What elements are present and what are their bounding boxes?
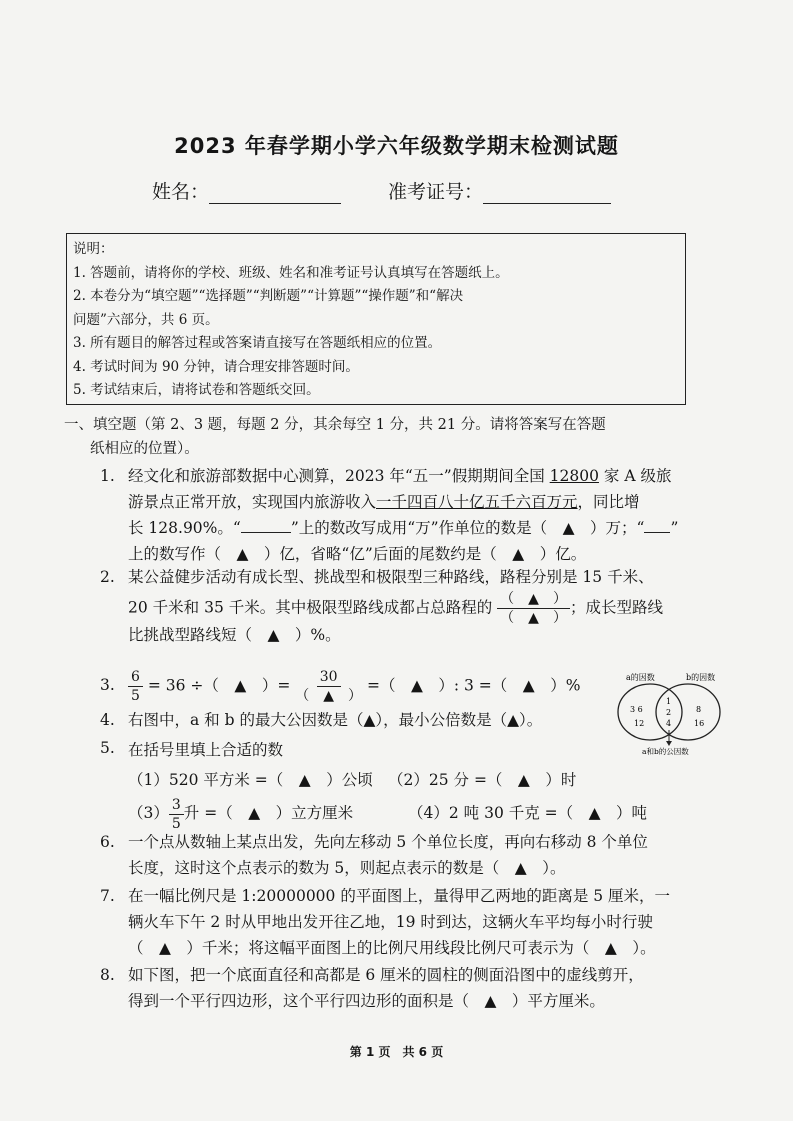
q3-text: = 36 ÷（ ▲ ）= — [142, 676, 296, 695]
venn-label-a: a的因数 — [626, 673, 655, 682]
q1-underlined-number: 12800 — [549, 467, 599, 485]
instruction-item: 2. 本卷分为“填空题”“选择题”“判断题”“计算题”“操作题”和“解决 — [73, 288, 464, 304]
fraction-numerator: 3 — [169, 796, 184, 815]
fraction-denominator: 5 — [131, 688, 140, 704]
question-5 — [100, 735, 700, 833]
question-number: 6. — [100, 833, 115, 851]
q1-text: 家 A 级旅 — [598, 467, 672, 485]
instruction-item: 1. 答题前，请将你的学校、班级、姓名和准考证号认真填写在答题纸上。 — [73, 264, 509, 281]
exam-id-blank[interactable] — [483, 185, 611, 204]
q1-text: 长 128.90%。“ — [128, 519, 241, 537]
question-number: 5. — [100, 739, 115, 757]
q2-text: ；成长型路线 — [569, 598, 663, 617]
fraction — [295, 668, 362, 705]
instructions-heading: 说明： — [73, 241, 114, 257]
section-heading-line: 纸相应的位置）。 — [90, 441, 199, 457]
venn-number: 4 — [666, 719, 672, 728]
q1-text: 经文化和旅游部数据中心测算，2023 年“五一”假期期间全国 — [128, 467, 550, 485]
q6-text: 一个点从数轴上某点出发，先向左移动 5 个单位长度，再向右移动 8 个单位 — [128, 833, 648, 851]
q7-text: 在一幅比例尺是 1:20000000 的平面图上，量得甲乙两地的距离是 5 厘米，一 — [128, 887, 671, 905]
page-footer: 第 1 页 共 6 页 — [349, 1045, 444, 1059]
exam-id-label: 准考证号： — [388, 181, 484, 203]
q1-text: 游景点正常开放，实现国内旅游收入 — [128, 493, 377, 511]
q5-part-3: （3） — [128, 804, 169, 822]
underline-mark — [241, 520, 291, 533]
fraction-numerator: 30 — [317, 668, 341, 687]
venn-number: 2 — [666, 708, 672, 717]
question-2 — [100, 564, 700, 648]
q5-part-3: 升 =（ ▲ ）立方厘米 — [183, 804, 354, 822]
venn-number: 3 6 — [630, 705, 643, 714]
fraction-numerator: （ ▲ ） — [497, 590, 570, 609]
section-heading — [64, 413, 704, 461]
q5-text: 在括号里填上合适的数 — [128, 741, 284, 759]
q7-text: 辆火车下午 2 时从甲地出发开往乙地，19 时到达，这辆火车平均每小时行驶 — [128, 913, 653, 931]
q2-text: 比挑战型路线短（ ▲ ）%。 — [128, 626, 341, 644]
question-number: 2. — [100, 568, 115, 586]
instruction-item: 5. 考试结束后，请将试卷和答题纸交回。 — [73, 382, 320, 398]
question-4 — [100, 707, 620, 733]
fraction-denominator: （ ▲ ） — [500, 610, 567, 626]
question-3 — [100, 668, 610, 705]
q1-text: ” — [670, 519, 679, 537]
question-number: 4. — [100, 711, 115, 729]
fraction — [497, 590, 570, 627]
venn-number: 8 — [696, 705, 702, 714]
q3-text: =（ ▲ ）: 3 =（ ▲ ）% — [362, 676, 581, 695]
venn-label-common: a和b的公因数 — [642, 747, 689, 756]
question-7 — [100, 883, 710, 961]
instruction-item: 3. 所有题目的解答过程或答案请直接写在答题纸相应的位置。 — [73, 335, 442, 351]
set-a-circle — [618, 684, 682, 740]
name-label: 姓名： — [152, 181, 210, 203]
question-number: 3. — [100, 676, 115, 694]
question-1 — [100, 463, 700, 567]
q5-part-4: （4）2 吨 30 千克 =（ ▲ ）吨 — [408, 804, 648, 822]
name-field[interactable] — [152, 177, 341, 204]
underline-mark — [644, 520, 670, 533]
instruction-item: 问题”六部分，共 6 页。 — [73, 311, 219, 328]
q5-part-2: （2）25 分 =（ ▲ ）时 — [388, 771, 577, 789]
venn-label-b: b的因数 — [686, 673, 716, 682]
exam-id-field[interactable] — [388, 177, 611, 204]
section-heading-line: 一、填空题（第 2、3 题，每题 2 分，其余每空 1 分，共 21 分。请将答案写在答题 — [64, 417, 606, 433]
q8-text: 得到一个平行四边形，这个平行四边形的面积是（ ▲ ）平方厘米。 — [128, 992, 605, 1010]
question-number: 8. — [100, 966, 115, 984]
venn-number: 16 — [694, 719, 705, 728]
name-blank[interactable] — [209, 185, 341, 204]
q1-underlined-income: 一千四百八十亿五千六百万元 — [376, 493, 578, 511]
q1-text: 上的数写作（ ▲ ）亿，省略“亿”后面的尾数约是（ ▲ ）亿。 — [128, 545, 587, 563]
question-number: 1. — [100, 467, 115, 485]
q2-text: 某公益健步活动有成长型、挑战型和极限型三种路线，路程分别是 15 千米、 — [128, 568, 654, 586]
question-8 — [100, 962, 710, 1014]
instruction-item: 4. 考试时间为 90 分钟，请合理安排答题时间。 — [73, 358, 359, 375]
page-title: 2023 年春学期小学六年级数学期末检测试题 — [174, 134, 619, 158]
q7-text: （ ▲ ）千米；将这幅平面图上的比例尺用线段比例尺可表示为（ ▲ ）。 — [128, 939, 656, 957]
venn-number: 1 — [666, 697, 672, 706]
q5-part-1: （1）520 平方米 =（ ▲ ）公顷 — [128, 771, 373, 789]
q6-text: 长度，这时这个点表示的数为 5，则起点表示的数是（ ▲ ）。 — [128, 859, 566, 877]
instructions-box — [66, 233, 686, 405]
question-6 — [100, 829, 700, 881]
fraction — [169, 796, 184, 833]
fraction-numerator: 6 — [128, 668, 143, 687]
q8-text: 如下图，把一个底面直径和高都是 6 厘米的圆柱的侧面沿图中的虚线剪开， — [128, 966, 644, 984]
q1-text: ”上的数改写成用“万”作单位的数是（ ▲ ）万；“ — [290, 519, 645, 537]
q4-text: 右图中，a 和 b 的最大公因数是（▲），最小公倍数是（▲）。 — [128, 711, 543, 729]
q2-text: 20 千米和 35 千米。其中极限型路线成都占总路程的 — [128, 598, 493, 617]
q1-text: ，同比增 — [577, 493, 640, 511]
fraction-denominator: （ ▲ ） — [295, 688, 363, 704]
question-number: 7. — [100, 887, 115, 905]
venn-number: 12 — [634, 719, 645, 728]
fraction-denominator: 5 — [171, 815, 181, 832]
fraction — [128, 668, 143, 705]
